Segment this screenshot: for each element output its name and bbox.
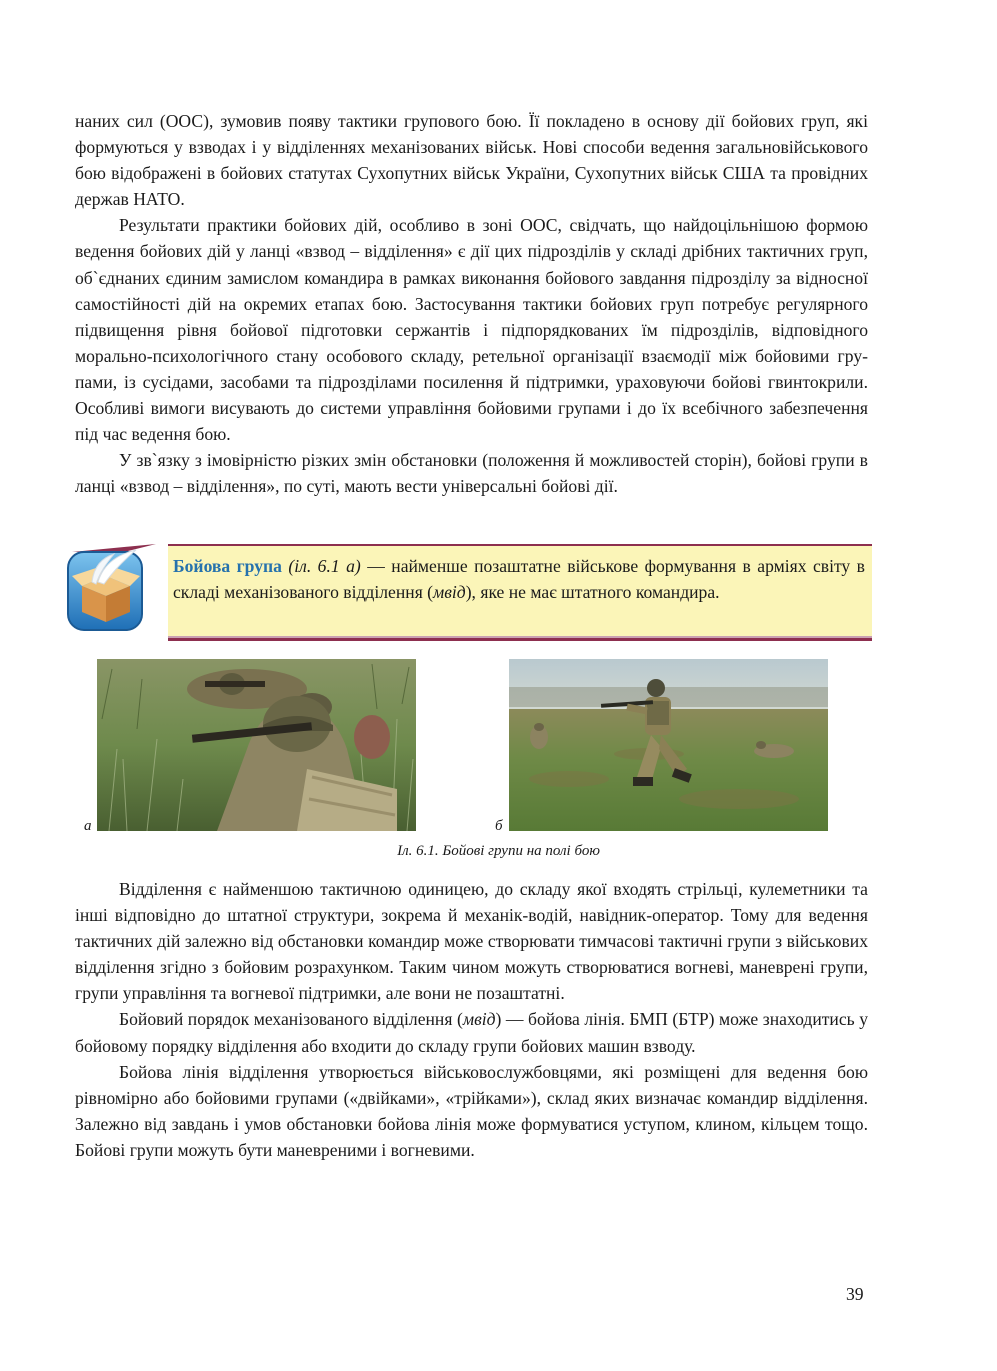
battle-order-start: Бойовий порядок механізованого відділення ( <box>119 1009 463 1030</box>
paragraph-practice-results: Результати практики бойових дій, особливо в зоні ООС, свідчать, що найдоцільнішою формою ведення бойових дій у ланці «взвод – відділення» є дії цих підрозділів у складі дрібних тактичних груп, об`єднаних єдиним замислом командира в рамках виконання бойового завдання підрозділу за відносної самостійності дій на окремих етапах бою. Застосування тактики бойових груп потребує регулярного підвищення рівня бойової підготовки сержантів і підпорядкованих їм підрозділів, відповідного морально-психологічного стану особового складу, ретельної організації взаємодії між бойовими групами, із сусідами, засобами та підрозділами посилення й підтримки, ураховуючи бойові гвинтокрили. Особливі вимоги висувають до системи управління бойовими групами і до їх всебічного забезпечення під час ведення бою. <box>75 215 868 445</box>
paragraph-universal-actions: У зв`язку з імовірністю різких змін обстановки (положення й можливостей сторін), бойові групи в ланці «взвод – відділення», по суті, мають вести універсальні бойові дії. <box>75 450 868 497</box>
definition-body: — найменше позаштатне військове формування в арміях світу в складі механізованого відділення ( <box>173 556 865 603</box>
photo-label-a: а <box>84 818 92 834</box>
page-number: 39 <box>846 1284 864 1304</box>
definition-text <box>173 553 865 605</box>
paragraph-squad-definition: Відділення є найменшою тактичною одиницею, до складу якої входять стрільці, кулеметники та інші відповідно до штатної структури, зокрема й механік-водій, навідник-оператор. Тому для ведення тактичних дій залежно від обстановки командир може створювати тимчасові тактичні групи з військових відділення згідно з бойовим розрахунком. Таким чином можуть створюватися вогневі, маневрені групи, групи управління та вогневої підтримки, але вони не позаштатні. <box>75 879 868 1004</box>
paragraph-continued: наних сил (ООС), зумовив появу тактики групового бою. Її покладено в основу дії бойових груп, які формуються у взводах і у відділеннях механізованих військ. Нові способи ведення загальновійськового бою відображені в бойових статутах Сухопутних військ України, Сухопутних військ США та провідних держав НАТО. <box>75 111 868 210</box>
paragraph-battle-order <box>75 1006 868 1058</box>
definition-term: Бойова група <box>173 556 282 576</box>
definition-body-end: ), яке не має штатного командира. <box>465 582 720 603</box>
figure-caption: Іл. 6.1. Бойові групи на полі бою <box>397 843 600 859</box>
definition-box <box>168 544 872 641</box>
book-quill-icon <box>58 542 156 634</box>
battle-order-abbr: мвід <box>462 1009 496 1030</box>
paragraph-battle-line: Бойова лінія відділення утворюється військовослужбовцями, які розміщені для ведення бою рівномірно або бойовими групами («двійками», «трійками»), склад яких визначає командир відділення. Залежно від завдань і умов обстановки бойова лінія може формуватися уступом, клином, кільцем тощо. Бойові групи можуть бути маневреними і вогневими. <box>75 1061 868 1160</box>
definition-abbr: мвід <box>433 582 466 603</box>
photo-label-b: б <box>495 818 503 834</box>
top-text-block <box>75 108 868 499</box>
battle-order-end: ) — бойова лінія. БМП (БТР) може знаходитись у бойовому порядку відділення або входити до складу групи бойових машин взводу. <box>75 1009 868 1056</box>
photo-a-soldiers-in-grass <box>97 659 416 831</box>
photo-b-soldiers-on-field <box>509 659 828 831</box>
definition-figure-ref: (іл. 6.1 а) <box>288 556 361 576</box>
bottom-text-block <box>75 876 868 1163</box>
